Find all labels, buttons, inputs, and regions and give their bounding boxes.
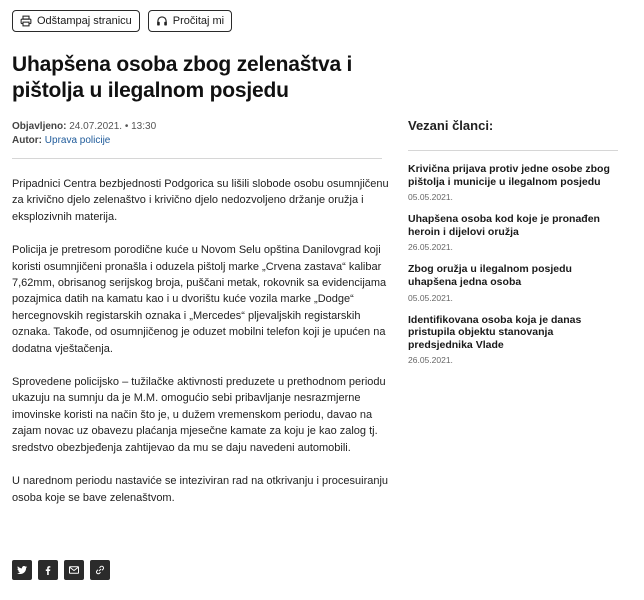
author-label: Autor: [12,135,42,146]
article-paragraph: Sprovedene policijsko – tužilačke aktivnosti preduzete u prethodnom periodu ukazuju na sumnju da je M.M. omogućio sebi pribavljanje nesrazmjerne imovinske koristi na način što je, u dužem vremenskom periodu, davao na zajam novac uz obavezu plaćanja mjesečne kamate za koju je kao zalog tj. sredstvo obezbjeđenja zahtijevao da mu se daju navedeni automobili. [12,376,386,454]
related-article-date: 05.05.2021. [408,192,453,203]
author-link[interactable]: Uprava policije [44,135,111,146]
share-bar [12,560,110,580]
article-meta [12,120,156,148]
related-article[interactable] [408,263,618,302]
link-icon [94,564,106,576]
print-page-label: Odštampaj stranicu [37,15,132,27]
twitter-icon [16,564,28,576]
read-aloud-button[interactable] [148,10,232,32]
printer-icon [20,15,32,27]
related-article-title[interactable]: Identifikovana osoba koja je danas pristupila objektu stanovanja predsjednika Vlade [408,313,582,351]
article-paragraph: U narednom periodu nastaviće se inteziviran rad na otkrivanju i procesuiranju osoba koje se bave zelenaštvom. [12,475,389,504]
sidebar-divider [408,150,618,151]
related-article[interactable] [408,213,618,252]
related-article[interactable] [408,163,618,202]
email-icon [68,564,80,576]
print-page-button[interactable] [12,10,140,32]
related-articles [408,118,618,376]
share-link-button[interactable] [90,560,110,580]
toolbar [12,10,232,32]
share-facebook-button[interactable] [38,560,58,580]
published-date: 24.07.2021. • 13:30 [69,121,157,132]
related-article-date: 26.05.2021. [408,355,453,366]
facebook-icon [42,564,54,576]
article-paragraph: Pripadnici Centra bezbjednosti Podgorica su lišili slobode osobu osumnjičenu za krivično djelo zelenaštvo i krivično djelo nedozvoljeno držanje oružja i eksplozivnih materija. [12,178,389,223]
read-aloud-label: Pročitaj mi [172,15,225,27]
share-twitter-button[interactable] [12,560,32,580]
headphones-icon [156,15,168,27]
share-email-button[interactable] [64,560,84,580]
related-article-date: 26.05.2021. [408,242,453,253]
related-article[interactable] [408,314,618,366]
article-body [12,176,392,523]
published-label: Objavljeno: [12,121,67,132]
related-articles-heading: Vezani članci: [408,118,494,133]
related-article-title[interactable]: Uhapšena osoba kod koje je pronađen heroin i dijelovi oružja [408,213,600,238]
article-title: Uhapšena osoba zbog zelenaštva i pištolja u ilegalnom posjedu [12,53,353,102]
related-article-title[interactable]: Krivična prijava protiv jedne osobe zbog pištolja i municije u ilegalnom posjedu [408,163,610,188]
meta-divider [12,158,382,159]
article-paragraph: Policija je pretresom porodične kuće u Novom Selu opština Danilovgrad koji koristi osumnjičeni pronašla i oduzela pištolj marke „Crvena zastava“ kalibar 7,62mm, obrisanog serijskog broja, puščani metak, rokovnik sa evidencijama pozajmica datih na kamatu kao i u dvorištu kuće vozila marke „Dodge“ hercegnovskih registarskih oznaka i „Mercedes“ pljevaljskih registarskih oznaka. Takođe, od osumnjičenog je oduzet mobilni telefon koji je upućen na dodatna vještačenja. [12,244,387,355]
related-article-title[interactable]: Zbog oružja u ilegalnom posjedu uhapšena jedna osoba [408,263,572,288]
related-article-date: 05.05.2021. [408,292,453,303]
